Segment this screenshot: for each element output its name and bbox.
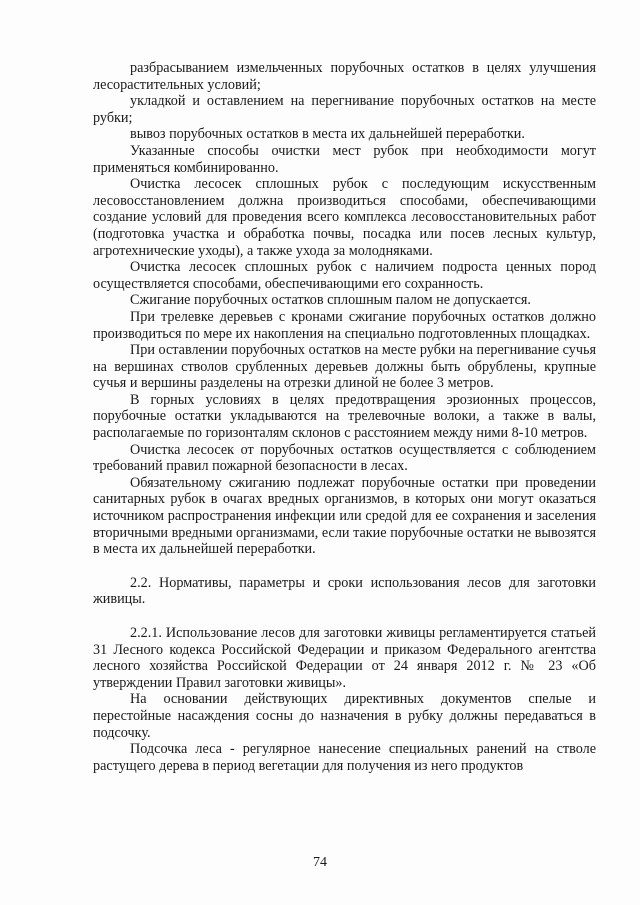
paragraph: укладкой и оставлением на перегнивание порубочных остатков на месте рубки; <box>93 93 596 126</box>
paragraph: Указанные способы очистки мест рубок при необходимости могут применяться комбинированно. <box>93 142 596 176</box>
paragraph: На основании действующих директивных документов спелые и перестойные насаждения сосны до назначения в рубку должны передаваться в подсочку. <box>93 691 596 741</box>
paragraph: Сжигание порубочных остатков сплошным палом не допускается. <box>130 292 531 309</box>
spacer <box>93 558 596 575</box>
spacer <box>93 608 596 625</box>
paragraph: 2.2.1. Использование лесов для заготовки живицы регламентируется статьей 31 Лесного кодекса Российской Федерации и приказом Федерального агентства лесного хозяйства Российской Федерации от 24 января 2012 г. № 23 «Об утверждении Правил заготовки живицы». <box>93 625 596 691</box>
paragraph: Очистка лесосек сплошных рубок с последующим искусственным лесовосстановлением должна производиться способами, обеспечивающими создание условий для проведения всего комплекса лесовосстановительных работ (подготовка участка и обработка почвы, посадка или посев лесных культур, агротехнические уходы), а также ухода за молодняками. <box>93 176 596 259</box>
paragraph: При трелевке деревьев с кронами сжигание порубочных остатков должно производиться по мере их накопления на специально подготовленных площадках. <box>93 308 596 342</box>
paragraph: Очистка лесосек от порубочных остатков осуществляется с соблюдением требований правил пожарной безопасности в лесах. <box>93 441 596 475</box>
paragraph: вывоз порубочных остатков в места их дальнейшей переработки. <box>130 126 525 143</box>
page-number: 74 <box>313 855 327 870</box>
paragraph: При оставлении порубочных остатков на месте рубки на перегнивание сучья на вершинах стволов срубленных деревьев должны быть обрублены, крупные сучья и вершины разделены на отрезки длиной не более 3 метров. <box>93 342 596 392</box>
paragraph: Обязательному сжиганию подлежат порубочные остатки при проведении санитарных рубок в очагах вредных организмов, в которых они могут оказаться источником распространения инфекции или средой для ее сохранения и заселения вторичными вредными организмами, если такие порубочные остатки не вывозятся в места их дальнейшей переработки. <box>93 474 596 558</box>
paragraph: Очистка лесосек сплошных рубок с наличием подроста ценных пород осуществляется способами, обеспечивающими его сохранность. <box>93 259 596 292</box>
paragraph: В горных условиях в целях предотвращения эрозионных процессов, порубочные остатки укладываются на трелевочные волоки, а также в валы, располагаемые по горизонталям склонов с расстоянием между ними 8-10 метров. <box>93 391 596 442</box>
paragraph: Подсочка леса - регулярное нанесение специальных ранений на стволе растущего дерева в период вегетации для получения из него продуктов <box>93 741 596 774</box>
section-heading: 2.2. Нормативы, параметры и сроки использования лесов для заготовки живицы. <box>93 574 596 608</box>
paragraph: разбрасыванием измельченных порубочных остатков в целях улучшения лесорастительных условий; <box>93 60 596 93</box>
body-text <box>93 60 596 774</box>
